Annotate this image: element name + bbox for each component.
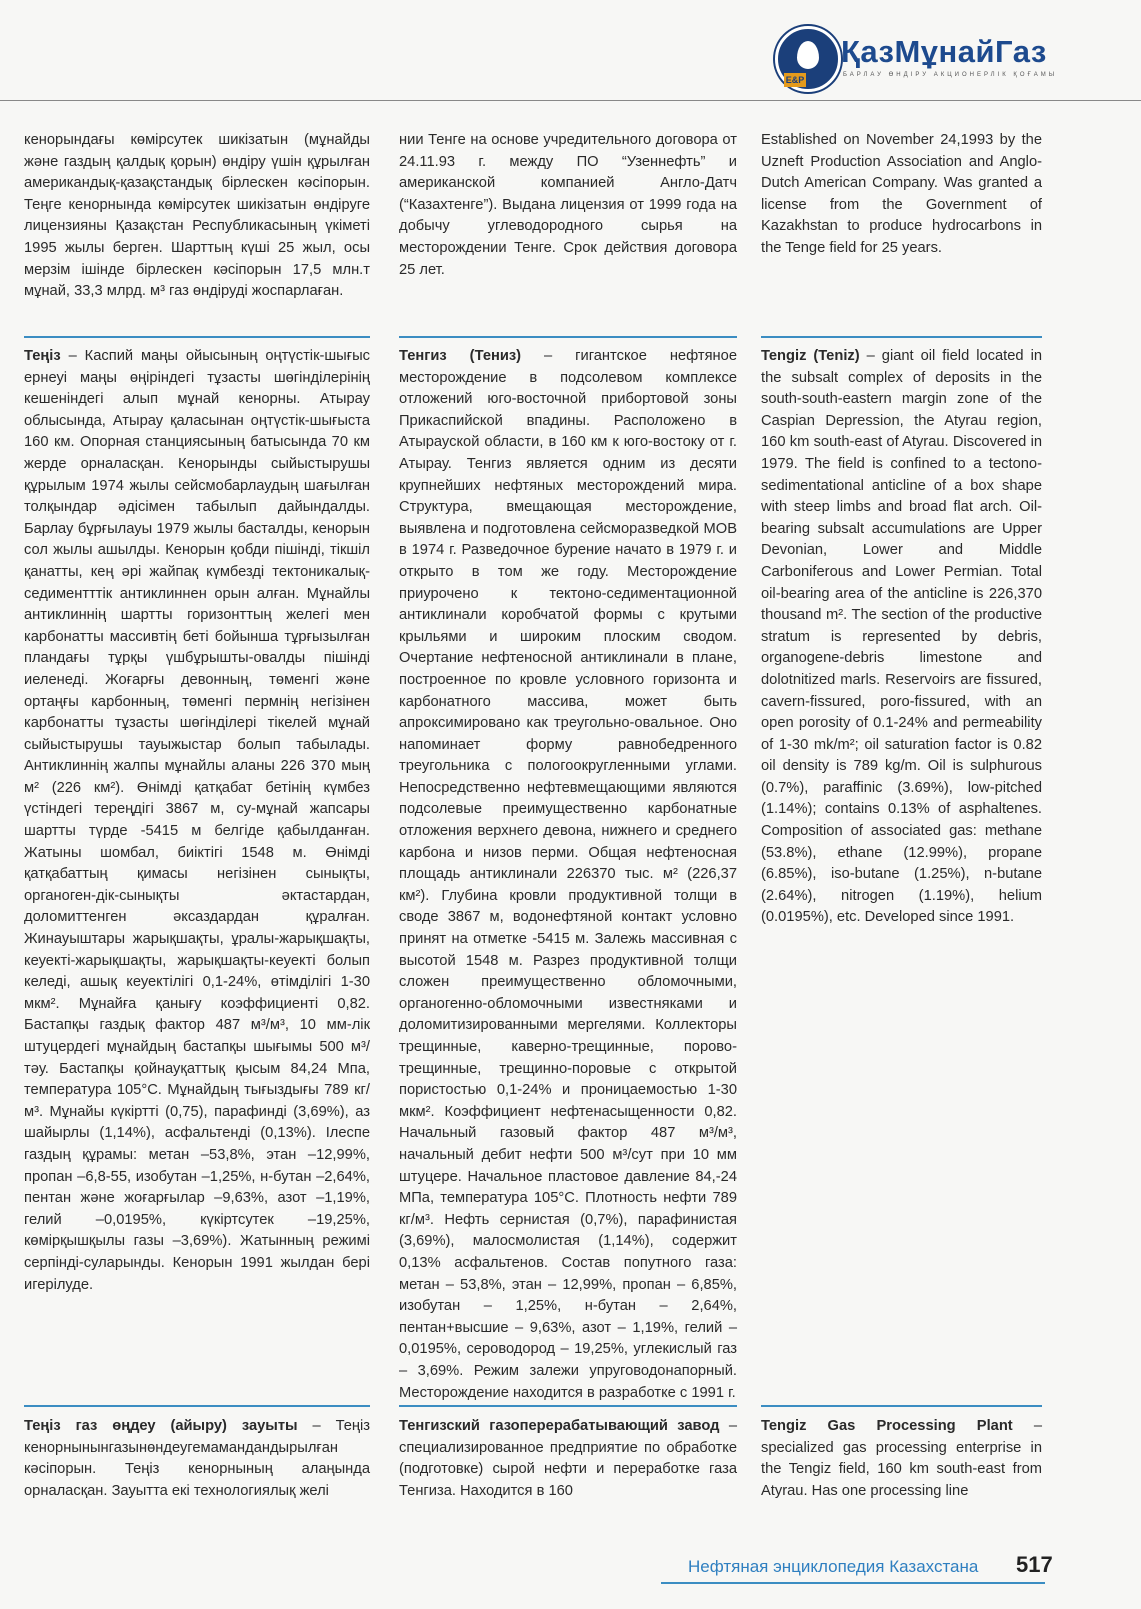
entry-body: – специализированное предприятие по обработке (подготовке) сырой нефти и переработке газа Тенгиза. Находится в 160 bbox=[399, 1418, 738, 1499]
entry-body: – гигантское нефтяное месторождение в подсолевом комплексе отложений юго-восточной прибортовой зоны Прикаспийской впадины. Расположено в Атырауской области, в 160 км к юго-востоку от г. Атырау. Тенгиз является одним из десяти крупнейших нефтяных месторождений мира. Структура, вмещающая месторождение, выявлена и подготовлена сейсморазведкой МОВ в 1974 г. Разведочное бурение начато в 1979 г. и открыто в том же году. Месторождение приурочено к тектоно-седиментационной антиклинали коробчатой формы с крутыми крыльями и широким плоским сводом. Очертание нефтеносной антиклинали в плане, построенное по кровле условного горизонта и карбонатного массива, может быть апроксимировано как треугольно-овальное. Оно напоминает форму равнобедренного треугольника с пологоокругленными углами. Непосредственно нефтевмещающими являются подсолевые преимущественно карбонатные отложения верхнего девона, нижнего и среднего карбона и низов перми. Общая нефтеносная площадь антиклинали 226370 тыс. м² (226,37 км²). Глубина кровли продуктивной толщи в своде 3867 м, водонефтяной контакт условно принят на отметке -5415 м. Залежь массивная с высотой 1548 м. Разрез продуктивной толщи сложен преимущественно обломочными, органогенно-обломочными известняками и доломитизированными мергелями. Коллекторы трещинные, каверно-трещинные, порово-трещинные, трещинно-поровые с открытой пористостью 0,1-24% и проницаемостью 1-30 мкм². Коэффициент нефтенасыщенности 0,82. Начальный газовый фактор 487 м³/м³, начальный дебит нефти 500 м³/сут при 10 мм штуцере. Начальное пластовое давление 84,-24 МПа, температура 105°С. Плотность нефти 789 кг/м³. Нефть сернистая (0,7%), парафинистая (3,69%), малосмолистая (1,14%), содержит 0,13% асфальтенов. Состав попутного газа: метан – 53,8%, этан – 12,99%, пропан – 6,85%, изобутан – 1,25%, н-бутан – 2,64%, пентан+высшие – 9,63%, азот – 1,19%, гелий – 0,0195%, сероводород – 19,25%, углекислый газ – 3,69%. Режим залежи упруговодонапорный. Месторождение находится в разработке с 1991 г. bbox=[399, 348, 737, 1401]
entry-term: Тенгизский газоперерабатывающий завод bbox=[399, 1418, 720, 1434]
entry-term: Тенгиз (Тениз) bbox=[399, 348, 522, 364]
entry-term: Tengiz Gas Processing Plant bbox=[761, 1418, 1013, 1434]
plant-entry-en bbox=[761, 1416, 1042, 1502]
section-divider bbox=[24, 1405, 370, 1407]
section-divider bbox=[761, 336, 1042, 338]
logo-badge: E&P bbox=[785, 75, 805, 85]
section-divider bbox=[399, 1405, 737, 1407]
entry-term: Теңіз газ өңдеу (айыру) зауыты bbox=[24, 1418, 298, 1434]
footer-title: Нефтяная энциклопедия Казахстана bbox=[688, 1557, 979, 1576]
section-divider bbox=[761, 1405, 1042, 1407]
entry-body: – Теңіз кенорнынынгазынөндеугемамандандырылған кәсіпорын. Теңіз кенорнының алаңында орналасқан. Зауытта екі технологиялық желі bbox=[24, 1418, 370, 1499]
footer-divider bbox=[661, 1582, 1045, 1584]
tengiz-entry-kz bbox=[24, 346, 370, 1296]
entry-term: Tengiz (Teniz) bbox=[761, 348, 860, 364]
oil-drop-icon bbox=[797, 41, 819, 69]
logo-emblem-icon bbox=[775, 26, 841, 92]
entry-body: – Каспий маңы ойысының оңтүстік-шығыс ернеуі маңы өңіріндегі тұзасты шөгінділерінің кешеніндегі алып мұнай кенорны. Атырау облысында, Атырау қаласынан оңтүстік-шығыста 160 км. Опорная станциясының батысында 70 км жерде орналасқан. Кенорынды сыйыстырушы құрылым 1974 жылы сейсмобарлаудың шағылған толқындар әдісімен табылып дайындалды. Барлау бұрғылауы 1979 жылы басталды, кенорын сол жылы ашылды. Кенорын қобди пішінді, тікшіл қанатты, кең әрі жайпақ күмбезді тектоникалық-седиментттік антиклиннен орын алған. Мұнайлы антиклиннің шартты горизонттың желегі мен карбонатты массивтің беті бойынша тұрғызылған пландағы тұрқы үшбұрышты-овалды пішінді иеленеді. Жоғарғы девонның, төменгі және ортаңғы карбонның, төменгі пермнің негізінен карбонатты тұзасты шөгінділері тікелей мұнай сыйыстырушы тауыжыстар болып табылады. Антиклиннің жалпы мұнайлы аланы 226 370 мың м² (226 км²). Өнімді қатқабат бетінің күмбез үстіндегі тереңдігі 3867 м, су-мұнай жапсары шартты түрде -5415 м белгіде қабылданған. Жатыны шомбал, биіктігі 1548 м. Өнімді қатқабаттың қимасы негізінен сынықты, органоген-дік-сынықты әктастардан, доломиттенген әксаздардан құралған. Жинауыштары жарықшақты, ұралы-жарықшақты, кеуекті-жарықшақты, жарықшақты-кеуекті болып келеді, ашық кеуектілігі 0,1-24%, өтімділігі 1-30 мкм². Мұнайға қанығу коэффициенті 0,82. Бастапқы газдық фактор 487 м³/м³, 10 мм-лік штуцердегі мұнайдың бастапқы шығымы 500 м³/тәу. Бастапқы қойнауқаттық қысым 84,24 Мпа, температура 105°С. Мұнайдың тығыздығы 789 кг/м³. Мұнайы күкіртті (0,75), парафинді (3,69%), аз шайырлы (1,14%), асфальтенді (0,13%). Ілеспе газдың құрамы: метан –53,8%, этан –12,99%, пропан –6,8-55, изобутан –1,25%, н-бутан –2,64%, пентан және жоғарғылар –9,63%, азот –1,19%, гелий –0,0195%, күкіртсутек –19,25%, көмірқышқылы газы –3,69%). Жатынның режимі серпінді-суларынды. Кенорын 1991 жылдан бері игерілуде. bbox=[24, 348, 370, 1293]
entry-body: – giant oil field located in the subsalt complex of deposits in the south-south-eastern margin zone of the Caspian Depression, the Atyrau region, 160 km south-east of Atyrau. Discovered in 1979. The field is confined to a tectono-sedimentational anticline of a box shape with steep limbs and broad flat arch. Oil-bearing subsalt accumulations are Upper Devonian, Lower and Middle Carboniferous and Lower Permian. Total oil-bearing area of the anticline is 226,370 thousand m². The section of the productive stratum is represented by debris, organogene-debris limestone and dolotnitized marls. Reservoirs are fissured, cavern-fissured, poro-fissured, with an open porosity of 0.1-24% and permeability of 1-30 mk/m²; oil saturation factor is 0.82 oil density is 789 kg/m. Oil is sulphurous (0.7%), paraffinic (3.69%), low-pitched (1.14%); contains 0.13% of asphaltenes. Composition of associated gas: methane (53.8%), ethane (12.99%), propane (6.85%), iso-butane (1.25%), n-butane (2.64%), nitrogen (1.19%), helium (0.0195%), etc. Developed since 1991. bbox=[761, 348, 1042, 926]
section-divider bbox=[399, 336, 737, 338]
plant-entry-kz bbox=[24, 1416, 370, 1502]
top-entry-en: Established on November 24,1993 by the Uzneft Production Association and Anglo-Dutch American Company. Was granted a license from the Government of Kazakhstan to produce hydrocarbons in the Tenge field for 25 years. bbox=[761, 132, 1042, 256]
page-number: 517 bbox=[1016, 1552, 1053, 1577]
logo-subtitle: БАРЛАУ ӨНДІРУ АКЦИОНЕРЛІК ҚОҒАМЫ bbox=[843, 72, 1058, 78]
kazmunaigaz-logo bbox=[775, 22, 1058, 102]
entry-term: Теңіз bbox=[24, 348, 61, 364]
header-divider bbox=[0, 100, 1141, 101]
plant-entry-ru bbox=[399, 1416, 737, 1502]
tengiz-entry-ru bbox=[399, 346, 737, 1404]
top-entry-ru: нии Тенге на основе учредительного договора от 24.11.93 г. между ПО “Узеннефть” и американской компанией Англо-Датч (“Казахтенге”). Выдана лицензия от 1999 года на добычу углеводородного сырья на месторождении Тенге. Срок действия договора 25 лет. bbox=[399, 132, 737, 278]
section-divider bbox=[24, 336, 370, 338]
top-entry-kz: кенорындағы көмірсутек шикізатын (мұнайды және газдың қалдық қорын) өндіру үшін құрылған американдық-қазақстандық бірлескен кәсіпорын. Теңге кенорнында көмірсутек шикізатын өндіруге лицензияны Қазақстан Республикасының үкіметі 1995 жылы берген. Шарттың күші 25 жыл, осы мерзім ішінде бірлескен кәсіпорын 17,5 млн.т мұнай, 33,3 млрд. м³ газ өндіруді жоспарлаған. bbox=[24, 132, 370, 300]
logo-name: ҚазМұнайГаз bbox=[841, 34, 1047, 69]
tengiz-entry-en bbox=[761, 346, 1042, 929]
entry-body: – specialized gas processing enterprise in the Tengiz field, 160 km south-east from Atyrau. Has one processing line bbox=[761, 1418, 1042, 1499]
